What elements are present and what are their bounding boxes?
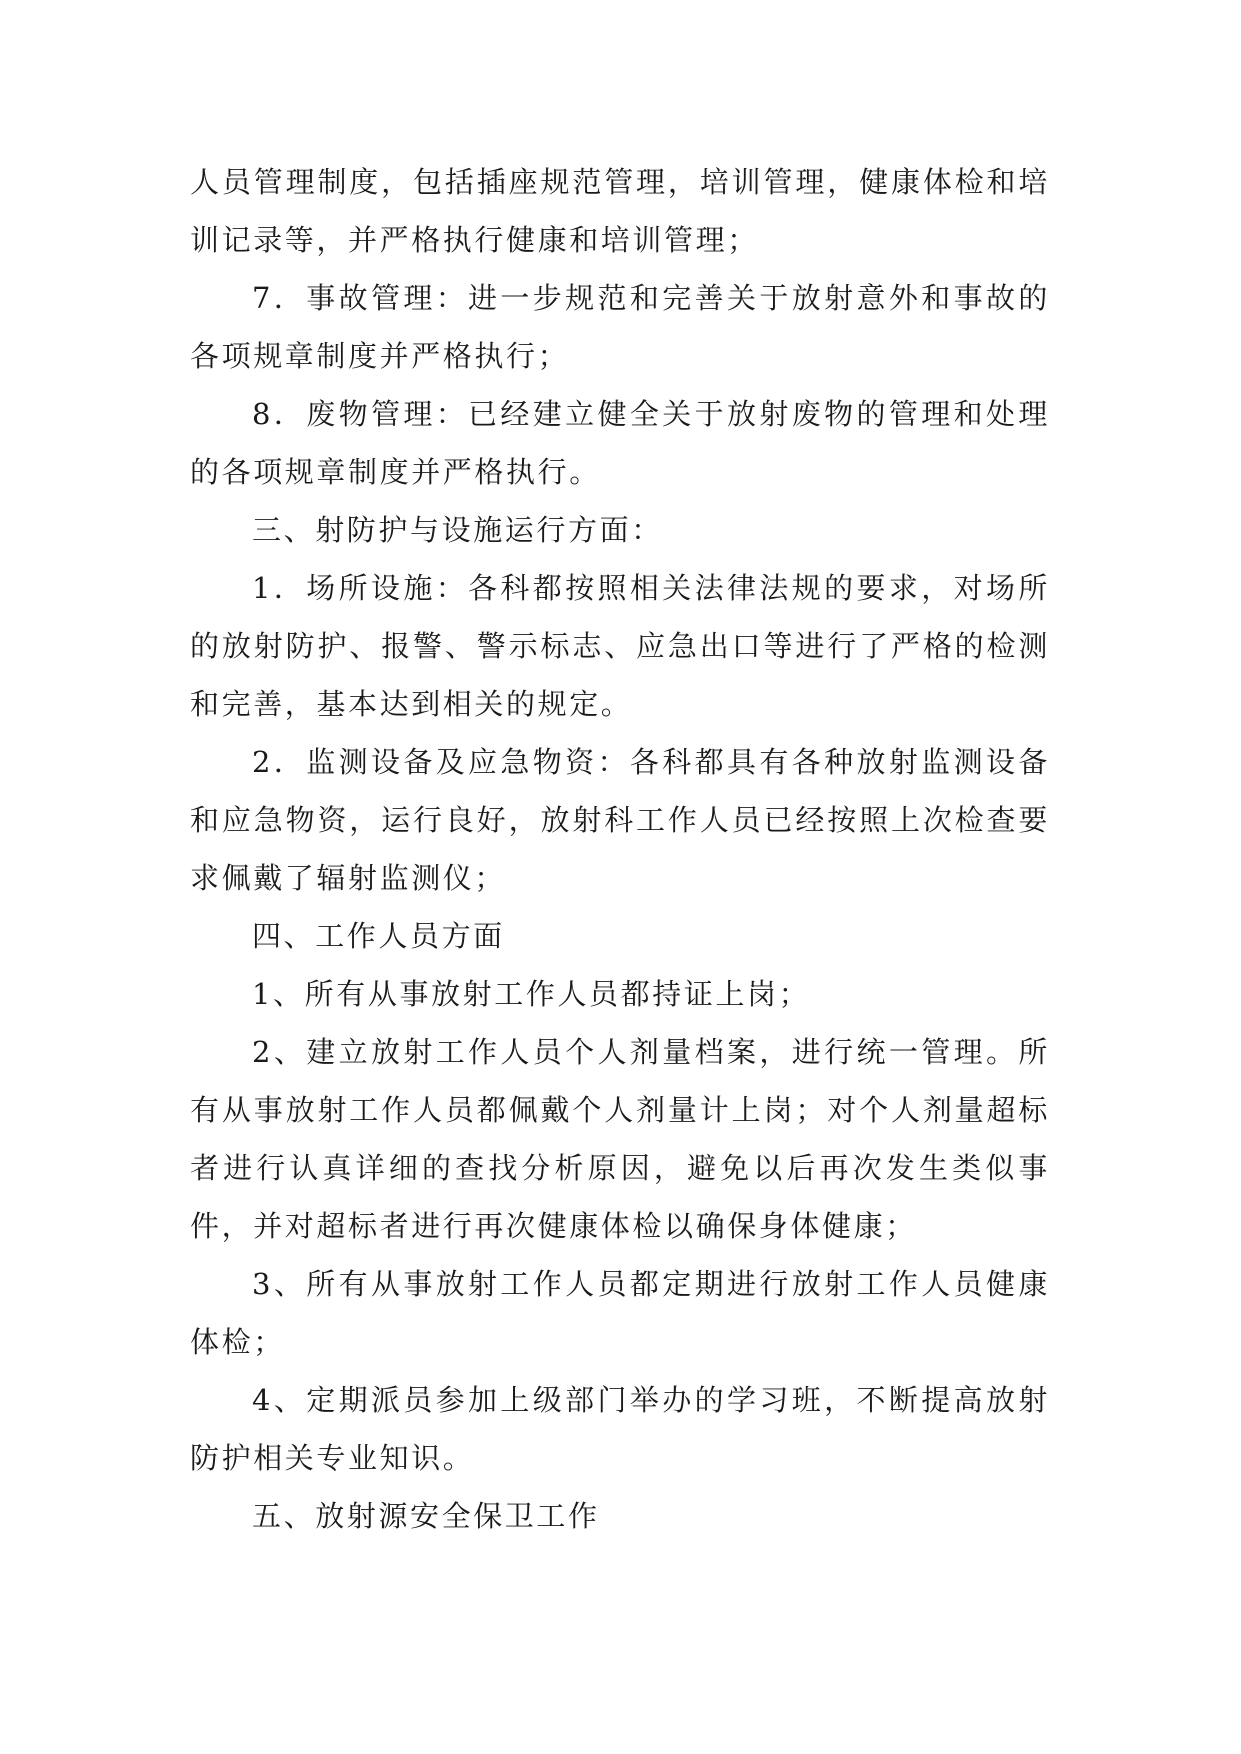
paragraph-waste-management: 8．废物管理：已经建立健全关于放射废物的管理和处理的各项规章制度并严格执行。 <box>190 397 1050 489</box>
paragraph-monitoring-equipment: 2．监测设备及应急物资：各科都具有各种放射监测设备和应急物资，运行良好，放射科工作人员已经按照上次检查要求佩戴了辐射监测仪； <box>190 745 1050 895</box>
document-body <box>190 153 1050 1545</box>
section-heading-protection-facilities: 三、射防护与设施运行方面： <box>252 513 663 547</box>
section-heading-staff: 四、工作人员方面 <box>252 919 505 953</box>
section-heading-source-security: 五、放射源安全保卫工作 <box>252 1499 600 1533</box>
paragraph-accident-management: 7．事故管理：进一步规范和完善关于放射意外和事故的各项规章制度并严格执行； <box>190 281 1050 373</box>
paragraph-dose-records: 2、建立放射工作人员个人剂量档案，进行统一管理。所有从事放射工作人员都佩戴个人剂量计上岗；对个人剂量超标者进行认真详细的查找分析原因，避免以后再次发生类似事件，并对超标者进行再次健康体检以确保身体健康； <box>190 1035 1050 1243</box>
paragraph-staff-certified: 1、所有从事放射工作人员都持证上岗； <box>252 977 811 1011</box>
paragraph-training: 4、定期派员参加上级部门举办的学习班，不断提高放射防护相关专业知识。 <box>190 1383 1050 1475</box>
paragraph-health-checkup: 3、所有从事放射工作人员都定期进行放射工作人员健康体检； <box>190 1267 1050 1359</box>
paragraph-continued-personnel: 人员管理制度，包括插座规范管理，培训管理，健康体检和培训记录等，并严格执行健康和培训管理； <box>190 165 1050 257</box>
paragraph-site-facilities: 1．场所设施：各科都按照相关法律法规的要求，对场所的放射防护、报警、警示标志、应急出口等进行了严格的检测和完善，基本达到相关的规定。 <box>190 571 1050 721</box>
